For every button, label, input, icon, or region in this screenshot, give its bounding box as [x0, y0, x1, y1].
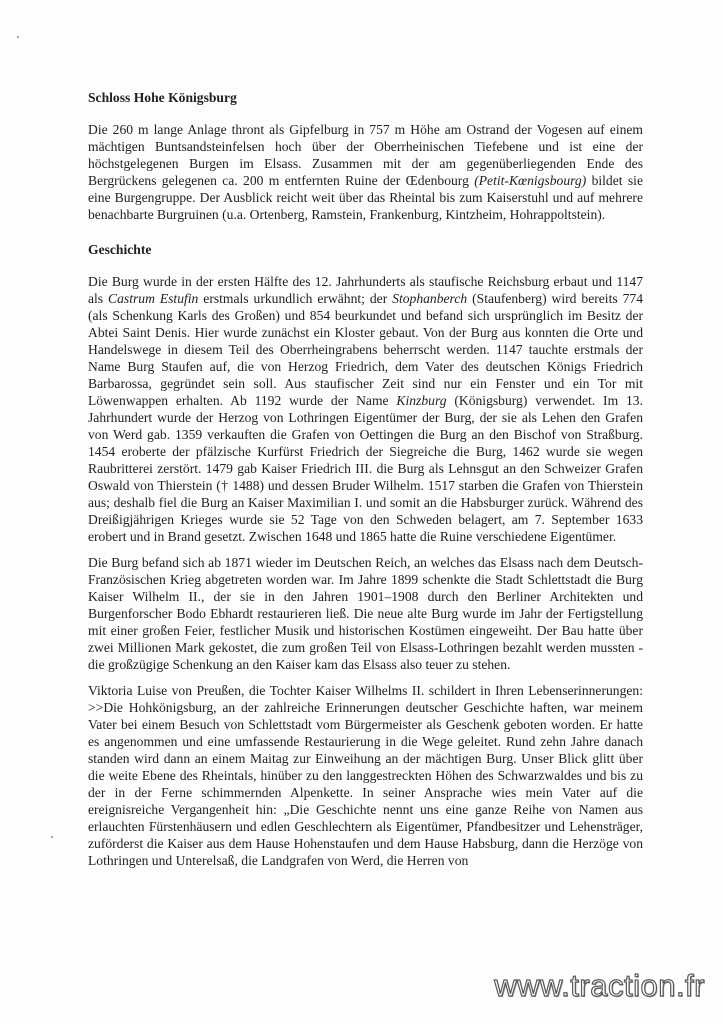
history-italic-kinzburg: Kinzburg: [396, 393, 447, 408]
watermark-logo: www.traction.fr: [494, 968, 705, 1003]
scan-speck: [17, 36, 19, 38]
history-text-4: (Königsburg) verwendet. Im 13. Jahrhundert wurde der Herzog von Lothringen Eigentümer der Burg, der sie als Lehen den Grafen von Werd gab. 1359 verkauften die Grafen von Oettingen die Burg an den Bischof von Straßburg. 1454 eroberte der pfälzische Kurfürst Friedrich der Siegreiche die Burg, 1462 wurde sie wegen Raubritterei zerstört. 1479 gab Kaiser Friedrich III. die Burg als Lehnsgut an den Schweizer Grafen Oswald von Thierstein († 1488) und dessen Bruder Wilhelm. 1517 starben die Grafen von Thierstein aus; deshalb fiel die Burg an Kaiser Maximilian I. und somit an die Habsburger zurück. Während des Dreißigjährigen Krieges wurde sie 52 Tage von den Schweden belagert, am 7. September 1633 erobert und in Brand gesetzt. Zwischen 1648 und 1865 hatte die Ruine verschiedene Eigentümer.: [88, 393, 643, 544]
history-italic-stophanberch: Stophanberch: [392, 291, 468, 306]
intro-text-a: Die 260 m lange Anlage thront als Gipfelburg in 757 m Höhe am Ostrand der Vogesen auf einem mächtigen Buntsandsteinfelsen hoch über der Oberrheinischen Tiefebene und ist eine der höchstgelegenen Burgen im Elsass. Zusammen mit der am gegenüberliegenden Ende des Bergrückens gelegenen ca. 200 m entfernten Ruine der Œdenbourg: [88, 122, 643, 188]
scan-speck: [51, 836, 53, 838]
history-text-2: erstmals urkundlich erwähnt; der: [198, 291, 393, 306]
history-paragraph-3: Viktoria Luise von Preußen, die Tochter Kaiser Wilhelms II. schildert in Ihren Lebenserinnerungen: >>Die Hohkönigsburg, an der zahlreiche Erinnerungen deutscher Geschichte haften, war meinem Vater bei einem Besuch von Schlettstadt vom Bürgermeister als Geschenk geboten worden. Er hatte es angenommen und eine umfassende Restaurierung in die Wege geleitet. Rund zehn Jahre danach standen wird dann an einem Maitag zur Einweihung an der mächtigen Burg. Unser Blick glitt über die weite Ebene des Rheintals, hinüber zu den langgestreckten Höhen des Schwarzwaldes und bis zu der in der Ferne schimmernden Alpenkette. In seiner Ansprache wies mein Vater auf die ereignisreiche Vergangenheit hin: „Die Geschichte nennt uns eine ganze Reihe von Namen aus erlauchten Fürstenhäusern und edlen Geschlechtern als Eigentümer, Pfandbesitzer und Lehensträger, zuförderst die Kaiser aus dem Hause Hohenstaufen und dem Hause Habsburg, dann die Herzöge von Lothringen und Unterelsaß, die Landgrafen von Werd, die Herren von: [88, 683, 643, 868]
intro-italic-name: (Petit-Kœnigsbourg): [474, 173, 587, 188]
history-text-3: (Staufenberg) wird bereits 774 (als Schenkung Karls des Großen) und 854 beurkundet und befand sich ursprünglich im Besitz der Abtei Saint Denis. Hier wurde zunächst ein Kloster gebaut. Von der Burg aus konnten die Orte und Handelswege in diesem Teil des Oberrheingrabens beherrscht werden. 1147 tauchte erstmals der Name Burg Staufen auf, die von Herzog Friedrich, dem Vater des deutschen Königs Friedrich Barbarossa, gegründet sein soll. Aus staufischer Zeit sind nur ein Fenster und ein Tor mit Löwenwappen erhalten. Ab 1192 wurde der Name: [88, 291, 643, 408]
history-paragraph-1: [88, 273, 643, 545]
intro-text-b: bildet sie eine Burgengruppe. Der Ausblick reicht weit über das Rheintal bis zum Kaiserstuhl und auf mehrere benachbarte Burgruinen (u.a. Ortenberg, Ramstein, Frankenburg, Kintzheim, Hohrappoltstein).: [88, 173, 643, 222]
section-heading-geschichte: Geschichte: [88, 242, 152, 257]
document-title: Schloss Hohe Königsburg: [88, 90, 237, 105]
intro-paragraph: [88, 121, 643, 223]
history-paragraph-2: Die Burg befand sich ab 1871 wieder im Deutschen Reich, an welches das Elsass nach dem Deutsch-Französischen Krieg abgetreten worden war. Im Jahre 1899 schenkte die Stadt Schlettstadt die Burg Kaiser Wilhelm II., der sie in den Jahren 1901–1908 durch den Berliner Architekten und Burgenforscher Bodo Ebhardt restaurieren ließ. Die neue alte Burg wurde im Jahr der Fertigstellung mit einer großen Feier, festlicher Musik und historischen Kostümen eingeweiht. Der Bau hatte über zwei Millionen Mark gekostet, die zum großen Teil von Elsass-Lothringen bezahlt werden mussten - die großzügige Schenkung an den Kaiser kam das Elsass also teuer zu stehen.: [88, 555, 643, 672]
document-body: [88, 89, 643, 878]
history-text-1: Die Burg wurde in der ersten Hälfte des 12. Jahrhunderts als staufische Reichsburg erbaut und 1147 als: [88, 274, 643, 306]
history-italic-castrum: Castrum Estufin: [108, 291, 199, 306]
